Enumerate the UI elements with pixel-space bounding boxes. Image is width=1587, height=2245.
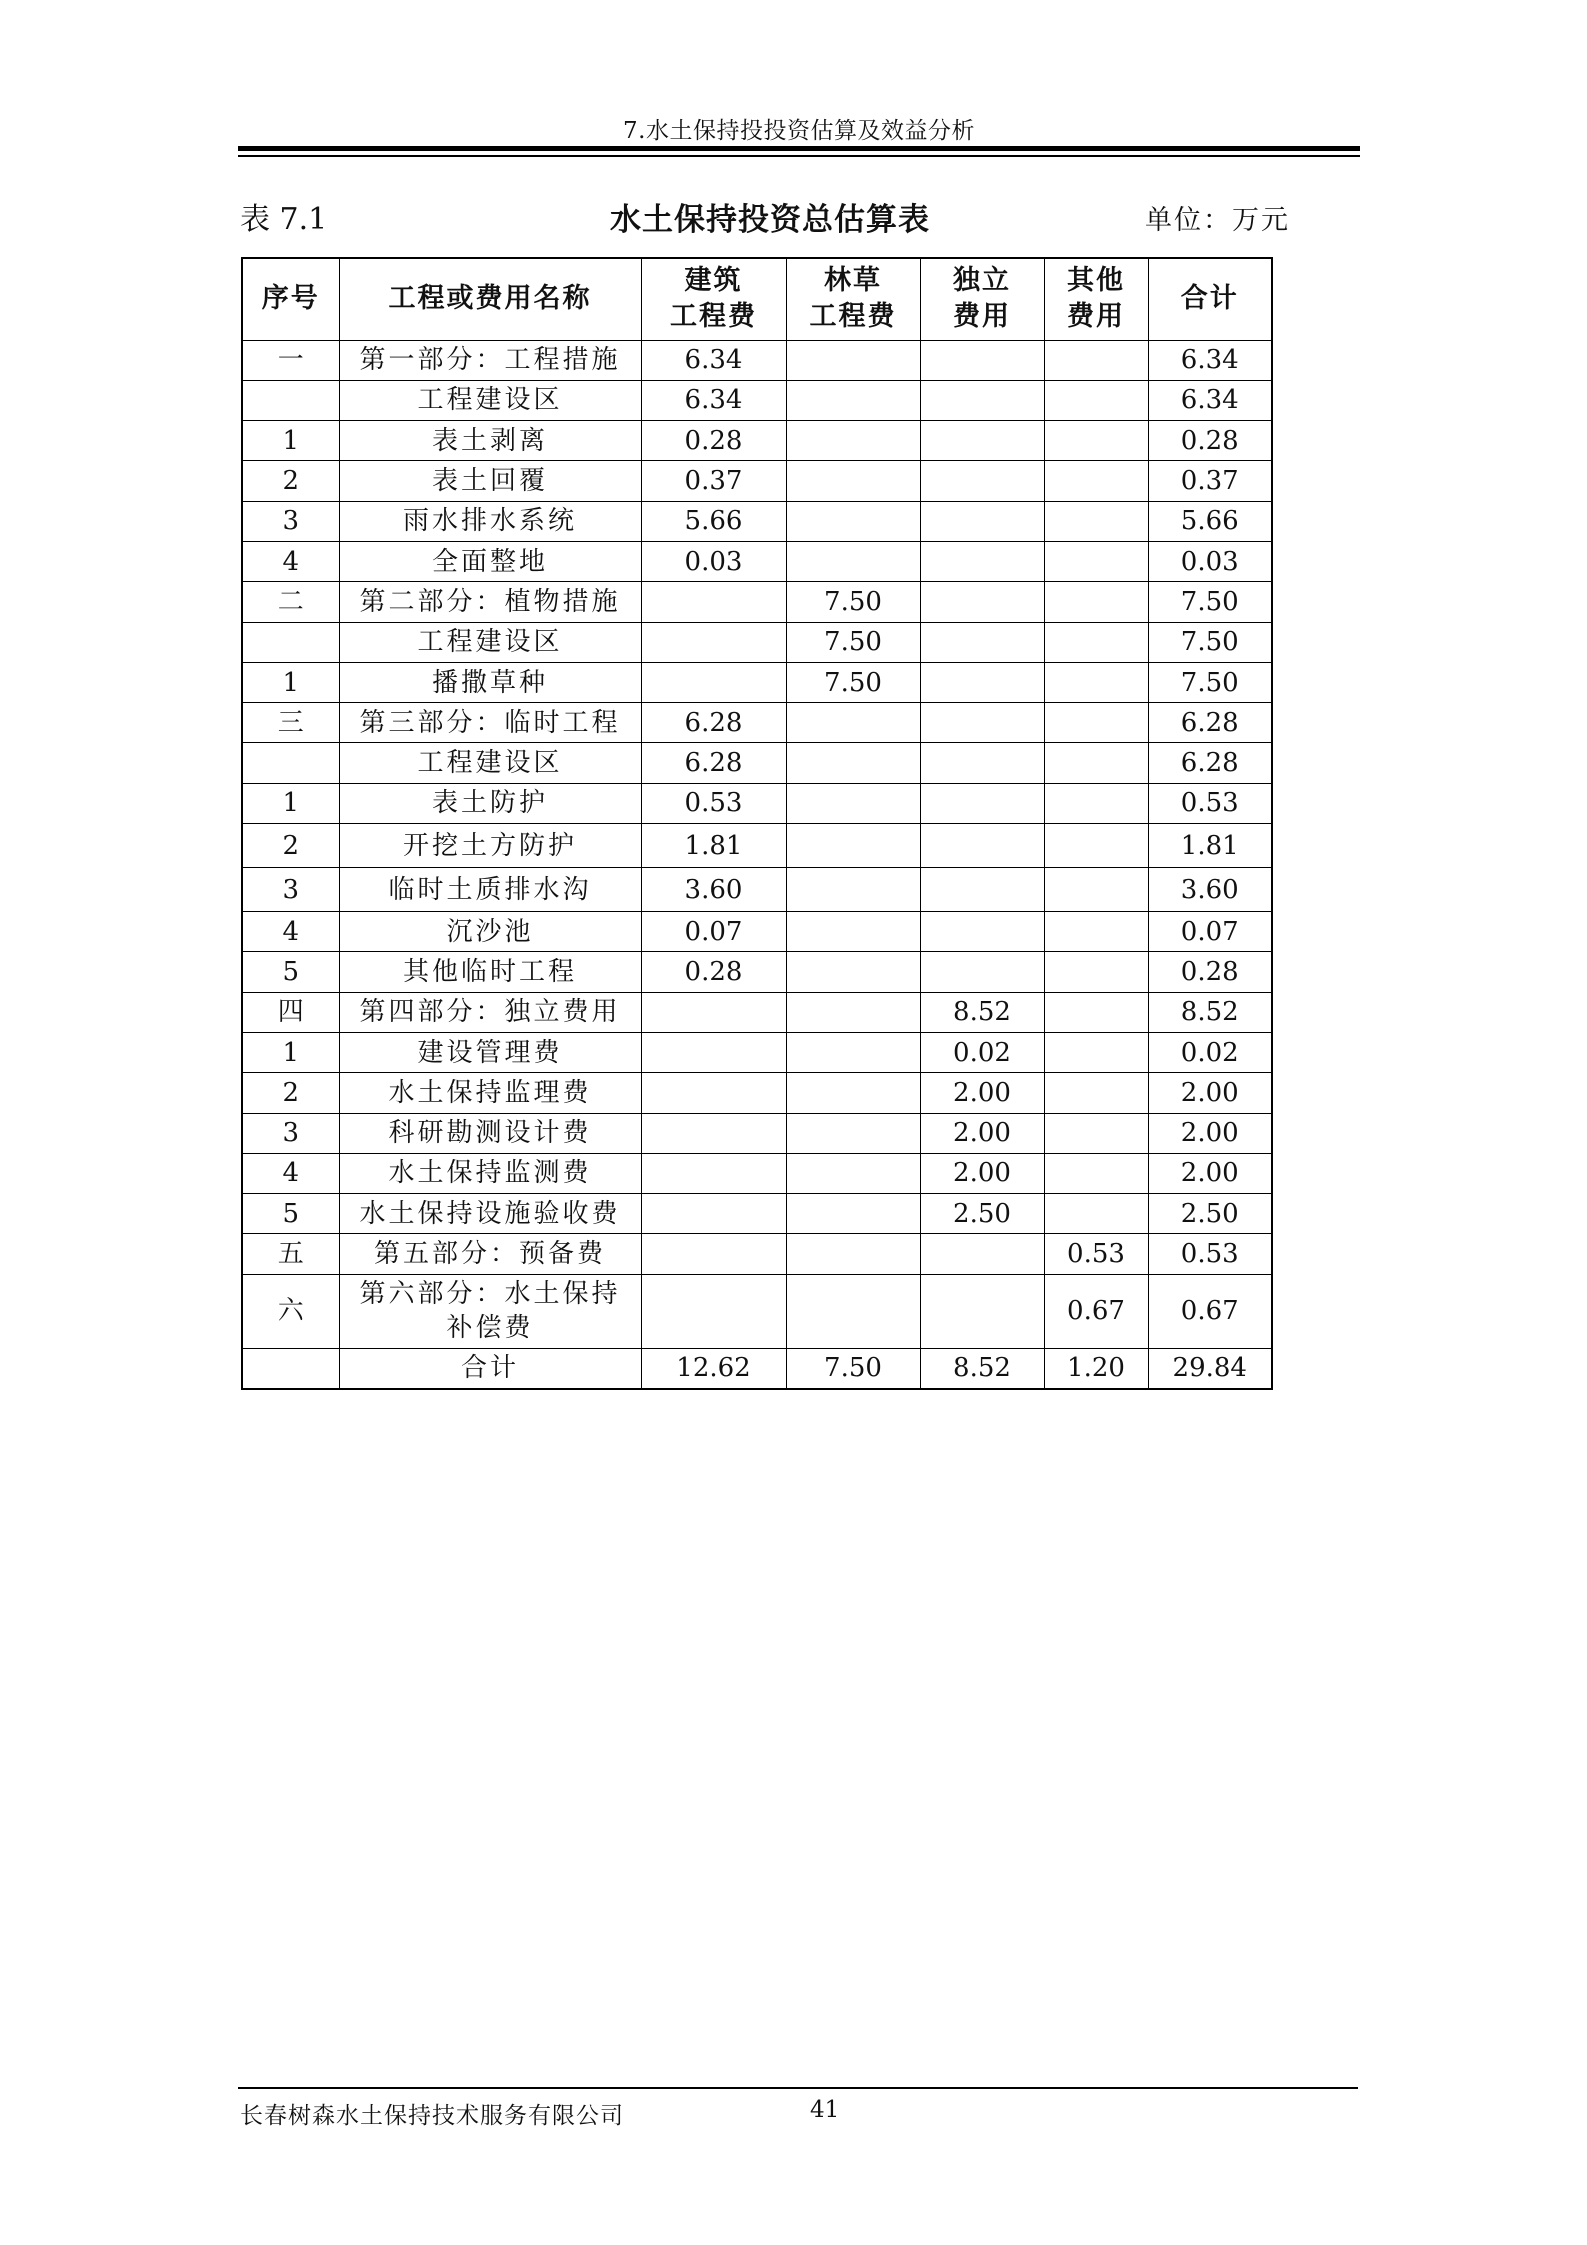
row-name: 全面整地 [339, 541, 641, 581]
row-build-cost [641, 1194, 786, 1234]
row-independent-cost [920, 501, 1044, 541]
row-plant-cost [786, 1153, 920, 1193]
row-build-cost [641, 1032, 786, 1072]
row-name: 工程建设区 [339, 743, 641, 783]
col-header-build: 建筑 工程费 [641, 258, 786, 340]
row-name: 其他临时工程 [339, 952, 641, 992]
row-independent-cost: 2.50 [920, 1194, 1044, 1234]
estimate-table [241, 257, 1273, 1390]
row-independent-cost [920, 952, 1044, 992]
row-other-cost [1044, 783, 1148, 823]
row-other-cost [1044, 703, 1148, 743]
col-header-other: 其他 费用 [1044, 258, 1148, 340]
table-row [242, 703, 1272, 743]
row-total: 0.67 [1148, 1274, 1272, 1348]
row-build-cost: 0.28 [641, 421, 786, 461]
row-independent-cost [920, 340, 1044, 380]
row-other-cost [1044, 421, 1148, 461]
row-plant-cost [786, 703, 920, 743]
row-build-cost [641, 1113, 786, 1153]
row-plant-cost [786, 783, 920, 823]
row-other-cost [1044, 912, 1148, 952]
table-unit: 单位：万元 [1145, 205, 1290, 236]
row-plant-cost: 7.50 [786, 662, 920, 702]
row-other-cost [1044, 582, 1148, 622]
table-row [242, 1113, 1272, 1153]
row-total: 7.50 [1148, 622, 1272, 662]
table-header-row [242, 258, 1272, 340]
table-number: 表 7.1 [240, 202, 328, 237]
table-row [242, 1234, 1272, 1274]
row-plant-cost [786, 380, 920, 420]
row-build-cost: 6.28 [641, 703, 786, 743]
row-total: 0.53 [1148, 783, 1272, 823]
row-name: 合计 [339, 1348, 641, 1388]
row-other-cost [1044, 501, 1148, 541]
row-plant-cost [786, 868, 920, 912]
table-row [242, 421, 1272, 461]
row-name: 第二部分：植物措施 [339, 582, 641, 622]
row-plant-cost [786, 1194, 920, 1234]
row-no [242, 622, 339, 662]
row-name: 工程建设区 [339, 622, 641, 662]
row-total: 6.28 [1148, 703, 1272, 743]
row-name: 第六部分：水土保持补偿费 [339, 1274, 641, 1348]
row-no: 一 [242, 340, 339, 380]
row-plant-cost [786, 1032, 920, 1072]
table-row [242, 662, 1272, 702]
row-independent-cost [920, 1274, 1044, 1348]
table-row [242, 1073, 1272, 1113]
row-build-cost [641, 662, 786, 702]
row-total: 2.50 [1148, 1194, 1272, 1234]
row-build-cost [641, 1234, 786, 1274]
row-plant-cost [786, 1234, 920, 1274]
row-total: 6.34 [1148, 380, 1272, 420]
row-total: 0.37 [1148, 461, 1272, 501]
row-name: 第四部分：独立费用 [339, 992, 641, 1032]
row-no: 5 [242, 1194, 339, 1234]
row-independent-cost [920, 783, 1044, 823]
row-name: 第五部分：预备费 [339, 1234, 641, 1274]
table-row [242, 743, 1272, 783]
row-independent-cost [920, 380, 1044, 420]
row-total: 7.50 [1148, 662, 1272, 702]
row-other-cost [1044, 1113, 1148, 1153]
row-build-cost: 12.62 [641, 1348, 786, 1388]
table-row [242, 1194, 1272, 1234]
row-name: 第三部分：临时工程 [339, 703, 641, 743]
row-other-cost [1044, 541, 1148, 581]
row-name: 表土防护 [339, 783, 641, 823]
row-no: 3 [242, 1113, 339, 1153]
table-row [242, 1032, 1272, 1072]
row-build-cost: 0.28 [641, 952, 786, 992]
row-plant-cost [786, 461, 920, 501]
page-number: 41 [810, 2097, 840, 2123]
table-row [242, 952, 1272, 992]
row-other-cost: 0.53 [1044, 1234, 1148, 1274]
row-name: 工程建设区 [339, 380, 641, 420]
row-total: 5.66 [1148, 501, 1272, 541]
row-other-cost [1044, 1032, 1148, 1072]
row-independent-cost [920, 541, 1044, 581]
row-total: 0.53 [1148, 1234, 1272, 1274]
row-total: 0.07 [1148, 912, 1272, 952]
row-independent-cost [920, 662, 1044, 702]
row-build-cost: 1.81 [641, 824, 786, 868]
row-other-cost [1044, 868, 1148, 912]
row-name: 播撒草种 [339, 662, 641, 702]
row-build-cost [641, 1274, 786, 1348]
row-no: 2 [242, 824, 339, 868]
table-row [242, 622, 1272, 662]
row-total: 0.28 [1148, 421, 1272, 461]
row-other-cost [1044, 952, 1148, 992]
row-build-cost: 6.34 [641, 380, 786, 420]
table-row [242, 912, 1272, 952]
table-row [242, 582, 1272, 622]
row-other-cost [1044, 340, 1148, 380]
row-build-cost: 6.34 [641, 340, 786, 380]
row-other-cost: 1.20 [1044, 1348, 1148, 1388]
row-name: 临时土质排水沟 [339, 868, 641, 912]
row-no: 1 [242, 1032, 339, 1072]
row-name: 水土保持监测费 [339, 1153, 641, 1193]
row-no: 3 [242, 868, 339, 912]
row-independent-cost: 0.02 [920, 1032, 1044, 1072]
row-name: 开挖土方防护 [339, 824, 641, 868]
row-other-cost [1044, 380, 1148, 420]
row-independent-cost [920, 868, 1044, 912]
row-no: 二 [242, 582, 339, 622]
row-build-cost [641, 582, 786, 622]
row-other-cost [1044, 662, 1148, 702]
row-independent-cost: 2.00 [920, 1113, 1044, 1153]
row-no [242, 1348, 339, 1388]
row-no [242, 380, 339, 420]
row-independent-cost: 2.00 [920, 1153, 1044, 1193]
row-total: 0.03 [1148, 541, 1272, 581]
row-plant-cost [786, 952, 920, 992]
row-no: 2 [242, 461, 339, 501]
table-row [242, 340, 1272, 380]
row-total: 8.52 [1148, 992, 1272, 1032]
row-build-cost [641, 1073, 786, 1113]
table-row [242, 1153, 1272, 1193]
row-build-cost [641, 992, 786, 1032]
row-plant-cost: 7.50 [786, 622, 920, 662]
row-name: 水土保持设施验收费 [339, 1194, 641, 1234]
row-other-cost [1044, 622, 1148, 662]
row-name: 沉沙池 [339, 912, 641, 952]
row-total: 2.00 [1148, 1073, 1272, 1113]
row-build-cost: 0.03 [641, 541, 786, 581]
col-header-total: 合计 [1148, 258, 1272, 340]
row-no: 三 [242, 703, 339, 743]
row-build-cost [641, 1153, 786, 1193]
row-name: 雨水排水系统 [339, 501, 641, 541]
row-no: 1 [242, 783, 339, 823]
row-plant-cost [786, 340, 920, 380]
footer-rule [238, 2087, 1358, 2089]
row-plant-cost [786, 541, 920, 581]
row-build-cost [641, 622, 786, 662]
table-row [242, 1274, 1272, 1348]
table-row [242, 992, 1272, 1032]
row-no: 1 [242, 662, 339, 702]
row-name: 水土保持监理费 [339, 1073, 641, 1113]
row-no: 5 [242, 952, 339, 992]
row-no: 3 [242, 501, 339, 541]
row-total: 0.02 [1148, 1032, 1272, 1072]
header-rule-thin [238, 155, 1360, 157]
row-no [242, 743, 339, 783]
row-name: 第一部分：工程措施 [339, 340, 641, 380]
row-plant-cost [786, 421, 920, 461]
row-other-cost [1044, 1194, 1148, 1234]
table-row [242, 783, 1272, 823]
row-total: 7.50 [1148, 582, 1272, 622]
row-independent-cost: 8.52 [920, 992, 1044, 1032]
row-other-cost [1044, 461, 1148, 501]
row-build-cost: 5.66 [641, 501, 786, 541]
row-independent-cost: 8.52 [920, 1348, 1044, 1388]
row-plant-cost [786, 1274, 920, 1348]
row-name: 表土剥离 [339, 421, 641, 461]
table-caption [240, 190, 1290, 240]
row-no: 4 [242, 541, 339, 581]
row-plant-cost [786, 501, 920, 541]
row-independent-cost [920, 912, 1044, 952]
table-row [242, 380, 1272, 420]
row-build-cost: 0.53 [641, 783, 786, 823]
row-total: 6.34 [1148, 340, 1272, 380]
row-total: 2.00 [1148, 1113, 1272, 1153]
row-no: 五 [242, 1234, 339, 1274]
row-total: 29.84 [1148, 1348, 1272, 1388]
header-rule-thick [238, 146, 1360, 151]
row-no: 4 [242, 912, 339, 952]
row-total: 6.28 [1148, 743, 1272, 783]
table-body [242, 340, 1272, 1389]
table-row [242, 461, 1272, 501]
col-header-plant: 林草 工程费 [786, 258, 920, 340]
row-other-cost [1044, 1073, 1148, 1113]
col-header-name: 工程或费用名称 [339, 258, 641, 340]
running-header: 7.水土保持投投资估算及效益分析 [623, 118, 975, 144]
row-plant-cost: 7.50 [786, 1348, 920, 1388]
row-independent-cost [920, 703, 1044, 743]
row-independent-cost: 2.00 [920, 1073, 1044, 1113]
row-other-cost [1044, 992, 1148, 1032]
table-row [242, 541, 1272, 581]
row-total: 3.60 [1148, 868, 1272, 912]
row-other-cost [1044, 824, 1148, 868]
row-name: 表土回覆 [339, 461, 641, 501]
row-plant-cost: 7.50 [786, 582, 920, 622]
table-row [242, 1348, 1272, 1388]
row-independent-cost [920, 421, 1044, 461]
row-total: 0.28 [1148, 952, 1272, 992]
table-title: 水土保持投资总估算表 [610, 202, 930, 238]
row-no: 1 [242, 421, 339, 461]
row-independent-cost [920, 622, 1044, 662]
row-plant-cost [786, 1113, 920, 1153]
row-build-cost: 0.37 [641, 461, 786, 501]
row-independent-cost [920, 1234, 1044, 1274]
row-no: 4 [242, 1153, 339, 1193]
row-independent-cost [920, 461, 1044, 501]
col-header-indep: 独立 费用 [920, 258, 1044, 340]
row-total: 2.00 [1148, 1153, 1272, 1193]
row-name: 科研勘测设计费 [339, 1113, 641, 1153]
col-header-no: 序号 [242, 258, 339, 340]
row-name: 建设管理费 [339, 1032, 641, 1072]
row-other-cost [1044, 743, 1148, 783]
row-no: 六 [242, 1274, 339, 1348]
row-independent-cost [920, 824, 1044, 868]
row-other-cost [1044, 1153, 1148, 1193]
row-no: 2 [242, 1073, 339, 1113]
row-plant-cost [786, 1073, 920, 1113]
row-build-cost: 6.28 [641, 743, 786, 783]
row-plant-cost [786, 824, 920, 868]
row-independent-cost [920, 743, 1044, 783]
row-build-cost: 0.07 [641, 912, 786, 952]
footer-company: 长春树森水土保持技术服务有限公司 [240, 2103, 624, 2129]
table-row [242, 868, 1272, 912]
row-build-cost: 3.60 [641, 868, 786, 912]
row-independent-cost [920, 582, 1044, 622]
row-plant-cost [786, 912, 920, 952]
row-total: 1.81 [1148, 824, 1272, 868]
row-plant-cost [786, 992, 920, 1032]
table-row [242, 824, 1272, 868]
table-row [242, 501, 1272, 541]
row-plant-cost [786, 743, 920, 783]
row-no: 四 [242, 992, 339, 1032]
row-other-cost: 0.67 [1044, 1274, 1148, 1348]
